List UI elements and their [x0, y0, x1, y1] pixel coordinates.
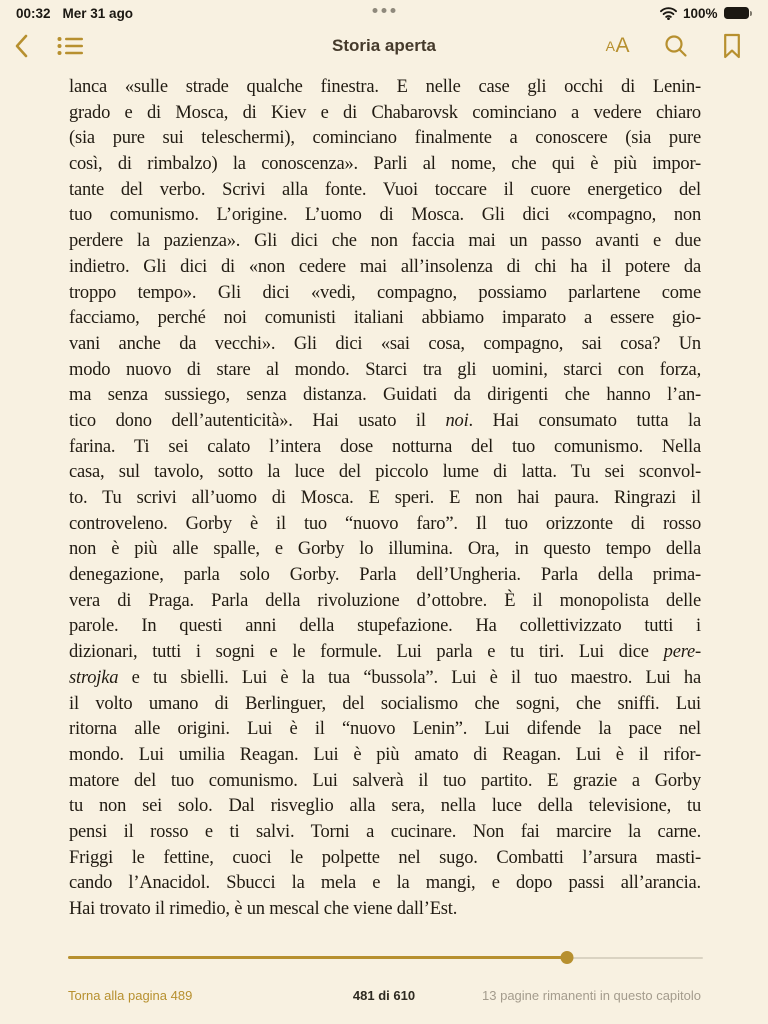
text-line: facciamo, perché noi comunisti italiani abbiamo imparato a essere gio-: [69, 308, 701, 329]
reader-toolbar: [0, 27, 768, 65]
appearance-aa-icon: A: [605, 38, 616, 54]
bookmark-button[interactable]: [722, 33, 742, 59]
text-line: indietro. Gli dici di «non cedere mai all’insolenza di chi ha il potere da: [69, 256, 701, 277]
text-line: matore del tuo comunismo. Lui salverà il tuo partito. E grazie a Gorby: [69, 770, 701, 791]
text-line: to. Tu scrivi all’uomo di Mosca. E speri. E non hai paura. Ringrazi il: [69, 488, 701, 508]
text-line: vera di Praga. Parla della rivoluzione d’ottobre. È il monopolista delle: [69, 590, 701, 611]
slider-track-filled[interactable]: [68, 956, 567, 959]
text-line: perdere la pazienza». Gli dici che non faccia mai un passo avanti e due: [69, 231, 701, 252]
book-title: Storia aperta: [332, 36, 436, 55]
text-line: farina. Ti sei calato l’intera dose notturna del tuo comunismo. Nella: [69, 436, 701, 457]
text-line: tico dono dell’autenticità». Hai usato il noi. Hai consumato tutta la: [69, 410, 701, 431]
pages-remaining-label: 13 pagine rimanenti in questo capitolo: [482, 988, 701, 1003]
text-line: strojka e tu sbielli. Lui è la tua “bussola”. Lui è il tuo maestro. Lui ha: [69, 667, 701, 688]
search-button[interactable]: [664, 34, 688, 58]
text-line: denegazione, parla solo Gorby. Parla dell’Ungheria. Parla della prima-: [69, 565, 701, 586]
appearance-button[interactable]: A A: [605, 34, 630, 57]
battery-icon: [724, 7, 753, 19]
text-line: casa, sul tavolo, sotto la luce del piccolo lume di latta. Tu sei sconvol-: [69, 462, 701, 483]
text-line: tante del verbo. Scrivi alla fonte. Vuoi toccare il cuore energetico del: [69, 179, 701, 200]
table-of-contents-icon: [57, 35, 83, 57]
date: Mer 31 ago: [62, 5, 134, 21]
search-icon: [664, 34, 688, 58]
text-line: ma senza sussiego, senza distanza. Guidati da dirigenti che hanno l’an-: [69, 385, 701, 406]
contents-button[interactable]: [57, 35, 83, 57]
multitask-handle-icon[interactable]: [373, 8, 396, 13]
text-line: tu non sei solo. Dal risveglio alla sera, nella luce della televisione, tu: [69, 796, 701, 817]
back-button[interactable]: [14, 33, 29, 59]
text-line: mondo. Lui umilia Reagan. Lui è più amato di Reagan. Lui è il rifor-: [69, 744, 701, 765]
text-line: modo nuovo di stare al mondo. Starci tra gli uomini, starci con forza,: [69, 359, 701, 380]
text-line: il volto umano di Berlinguer, del socialismo che sogni, che sniffi. Lui: [69, 693, 701, 714]
reader-footer: [0, 988, 768, 1008]
status-bar: [0, 0, 768, 26]
text-line: vani anche da vecchi». Gli dici «sai cosa, compagno, sai cosa? Un: [69, 333, 701, 354]
bookmark-icon: [722, 33, 742, 59]
text-line: tuo comunismo. L’origine. L’uomo di Mosca. Gli dici «compagno, non: [69, 205, 701, 226]
page-indicator: 481 di 610: [352, 988, 416, 1003]
text-line: controveleno. Gorby è il tuo “nuovo faro”. Il tuo orizzonte di rosso: [69, 513, 701, 534]
text-line: dizionari, tutti i sogni e le formule. Lui parla e tu tiri. Lui dice pere-: [69, 642, 701, 663]
slider-knob[interactable]: [561, 951, 574, 964]
text-line: Hai trovato il rimedio, è un mescal che viene dall’Est.: [69, 899, 458, 919]
text-line: non è più alle spalle, e Gorby lo illumina. Ora, in questo tempo della: [69, 539, 701, 560]
back-to-page-link[interactable]: Torna alla pagina 489: [68, 988, 193, 1003]
page-text[interactable]: [69, 75, 701, 923]
text-line: pensi il rosso e ti salvi. Torni a cucinare. Non fai marcire la carne.: [69, 821, 701, 842]
text-line: cando l’Anacidol. Sbucci la mela e la mangi, e dopo passi all’arancia.: [69, 873, 701, 894]
text-line: lanca «sulle strade qualche finestra. E nelle case gli occhi di Lenin-: [69, 77, 701, 97]
text-line: (sia pure sui teleschermi), cominciano finalmente a conoscere (sia pure: [69, 128, 701, 149]
text-line: troppo tempo». Gli dici «vedi, compagno, possiamo parlartene come: [69, 282, 701, 303]
status-right: [660, 6, 752, 21]
text-line: ritorna alle origini. Lui è il “nuovo Lenin”. Lui difende la pace nel: [69, 719, 701, 740]
chevron-left-icon: [14, 33, 29, 59]
slider-track-remaining[interactable]: [567, 957, 703, 959]
status-left: [16, 6, 133, 21]
text-line: grado e di Mosca, di Kiev e di Chabarovsk cominciano a vedere chiaro: [69, 102, 701, 123]
text-line: parole. In questi anni della stupefazione. Ha collettivizzato tutti i: [69, 616, 701, 637]
wifi-icon: [660, 7, 677, 20]
text-line: così, di rimbalzo) la conoscenza». Parli al nome, che qui è più impor-: [69, 154, 701, 175]
battery-percent: 100%: [682, 5, 718, 21]
reading-progress-slider[interactable]: [68, 951, 703, 964]
text-line: Friggi le fettine, cuoci le polpette nel sugo. Combatti l’arsura masti-: [69, 847, 701, 868]
clock: 00:32: [16, 5, 51, 21]
